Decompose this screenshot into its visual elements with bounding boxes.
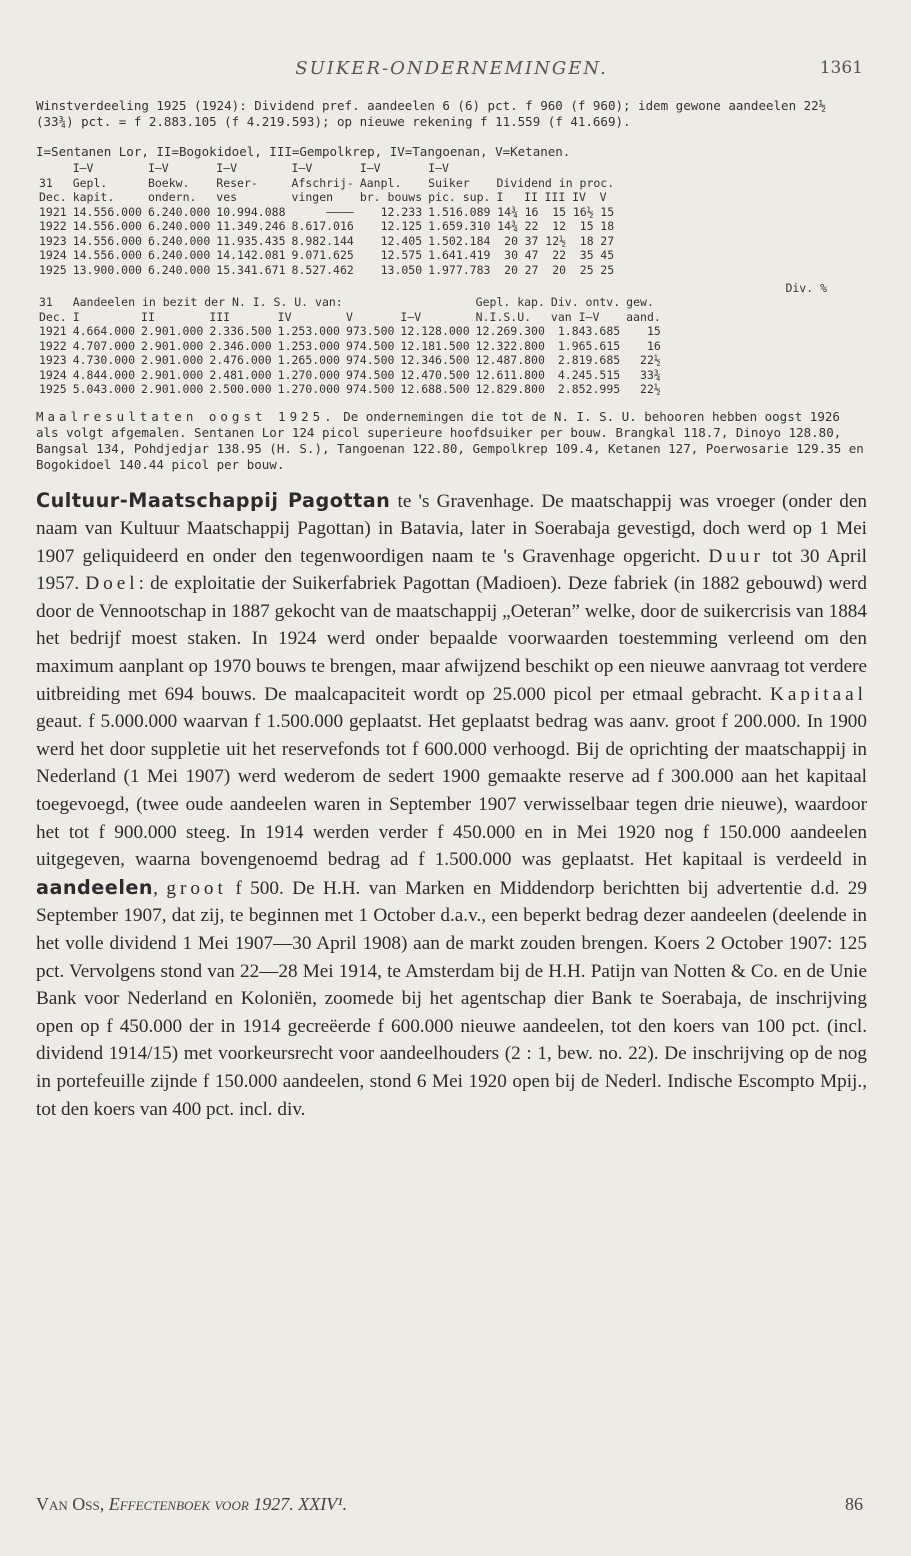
table-cell: 11.349.246: [216, 219, 286, 233]
table-cell: 25: [579, 262, 594, 277]
table-cell: 1.270.000: [277, 367, 340, 382]
table-header-row: [36, 190, 617, 205]
table-header-cell: I—V: [147, 161, 169, 175]
table-cell: 2.901.000: [141, 382, 204, 396]
table-cell: 11.935.435: [216, 233, 286, 248]
table-header-cell: III: [544, 190, 566, 204]
table-cell: 1923: [39, 233, 67, 248]
table-header-cell: [493, 161, 617, 176]
table-cell: 1924: [39, 248, 67, 262]
table-row: [36, 324, 664, 339]
table-row: [36, 368, 664, 383]
table-cell: 12.487.800: [475, 353, 545, 367]
table-cell: 4.730.000: [72, 353, 136, 367]
table-cell: 1.253.000: [277, 338, 340, 353]
table-cell: 18: [579, 233, 594, 248]
table-header-cell: van I—V: [550, 309, 600, 324]
table-header-cell: vingen: [291, 190, 334, 204]
table-header-row: [36, 176, 617, 191]
table-cell: 1922: [39, 338, 67, 353]
table-header-cell: Reser-: [216, 175, 258, 190]
table-header-cell: ves: [216, 190, 238, 204]
table-header-cell: I—V: [291, 161, 313, 175]
table-cell: 22½: [640, 353, 661, 367]
table-header-cell: Gepl. kap.: [475, 295, 545, 309]
table-cell: 12½: [545, 233, 567, 248]
table-cell: 1.270.000: [277, 382, 340, 396]
table-cell: 8.617.016: [291, 219, 354, 233]
table-cell: 15: [600, 204, 615, 219]
estate-legend-line: I=Sentanen Lor, II=Bogokidoel, III=Gempolkrep, IV=Tangoenan, V=Ketanen.: [36, 144, 571, 159]
table-cell: 9.071.625: [291, 248, 354, 262]
table-header-cell: [36, 161, 70, 176]
table-cell: 1.977.783: [428, 262, 491, 277]
table-cell: ————: [326, 204, 354, 219]
table-cell: 12.128.000: [400, 324, 470, 338]
table-header-cell: V: [599, 190, 607, 204]
table-cell: 14.142.081: [216, 248, 286, 262]
table-cell: 14.556.000: [72, 248, 142, 262]
table-header-cell: Div. ontv.: [550, 295, 621, 309]
table-header-row: [36, 310, 664, 325]
table-cell: 18: [600, 219, 615, 233]
table-header-cell: I: [496, 190, 504, 204]
table-cell: 6.240.000: [147, 248, 211, 262]
company-article-text: Cultuur-Maatschappij Pagottan te 's Gravenhage. De maatschappij was vroeger (onder den naam van Kultuur Maatschappij Pagottan) in Batavia, later in Soerabaja gevestigd, doch werd op 1 Mei 1907 geliquideerd en onder den tegenwoordigen naam te 's Gravenhage opgericht. Duur tot 30 April 1957. Doel: de exploitatie der Suikerfabriek Pagottan (Madioen). Deze fabriek (in 1882 gebouwd) werd door de Vennootschap in 1887 gekocht van de maatschappij „Oeteran” welke, door de suikercrisis van 1884 het bedrijf moest staken. In 1924 werd onder bepaalde voorwaarden toestemming verleend om den maximum aanplant op 1970 bouws te brengen, maar afwijzend beschikt op een nieuwe aanvraag tot verdere uitbreiding met 694 bouws. De maalcapaciteit wordt op 25.000 picol per etmaal gebracht. Kapitaal geaut. f 5.000.000 waarvan f 1.500.000 geplaatst. Het geplaatst bedrag was aanv. groot f 200.000. In 1900 werd het door suppletie uit het reservefonds tot f 600.000 verhoogd. Bij de oprichting der maatschappij in Nederland (1 Mei 1907) werd wederom de sedert 1900 gemaakte reserve ad f 300.000 aan het kapitaal toegevoegd, (twee oude aandeelen waren in September 1907 verwisselbaar tegen drie nieuwe), waardoor het tot f 900.000 steeg. In 1914 werden verder f 450.000 en in Mei 1920 nog f 150.000 aandeelen uitgegeven, waarna bovengenoemd bedrag ad f 1.500.000 was geplaatst. Het kapitaal is verdeeld in aandeelen, groot f 500. De H.H. van Marken en Middendorp berichtten bij advertentie d.d. 29 September 1907, dat zij, te beginnen met 1 October d.a.v., een beperkt bedrag dezer aandeelen (deelende in het volle dividend 1 Mei 1907—30 April 1908) aan de markt zouden brengen. Koers 2 October 1907: 125 pct. Vervolgens stond van 22—28 Mei 1914, te Amsterdam bij de H.H. Patijn van Notten & Co. en de Unie Bank voor Nederland en Koloniën, zoomede bij het agentschap dier Bank te Soerabaja, de inschrijving open op f 450.000 der in 1914 gecreëerde f 600.000 nieuwe aandeelen, tot den koers van 100 pct. (incl. dividend 1914/15) met voorkeursrecht voor aandeelhouders (2 : 1, bew. no. 22). De inschrijving op de nog in portefeuille zijnde f 150.000 aandeelen, stond 6 Mei 1920 open bij de Nederl. Indische Escompto Mpij., tot den koers van 400 pct. incl. div.: [36, 488, 868, 1120]
article-part-2: tot 30 April 1957.: [36, 545, 867, 595]
table-cell: 974.500: [345, 338, 395, 353]
page-footer: [36, 1494, 867, 1524]
table-cell: 8.982.144: [291, 233, 354, 248]
table-cell: 27: [524, 262, 539, 277]
table-cell: 22: [524, 219, 539, 233]
table-cell: 6.240.000: [147, 219, 211, 233]
table-cell: 12.125: [380, 219, 423, 233]
table-cell: 2.901.000: [141, 367, 204, 382]
table-cell: 33¾: [640, 367, 661, 382]
table-cell: 6.240.000: [147, 233, 211, 248]
div-pct-label: Div. %: [785, 281, 827, 295]
table-header-cell: 31: [39, 175, 53, 190]
table-cell: 12.181.500: [400, 338, 470, 353]
aandeelen-label: aandeelen: [36, 875, 154, 899]
table-header-cell: Afschrij-: [291, 175, 354, 190]
table-cell: 2.476.000: [209, 353, 272, 367]
kapitaal-label: Kapitaal: [770, 683, 867, 705]
table-cell: 12: [552, 219, 567, 233]
table-header-cell: aand.: [626, 309, 661, 324]
table-cell: 12.470.500: [400, 367, 470, 382]
table-header-cell: V: [345, 309, 353, 324]
table-cell: 6.240.000: [147, 262, 211, 277]
doel-label: Doel: [85, 573, 139, 595]
table-cell: 15.341.671: [216, 262, 286, 277]
table-cell: 1.502.184: [428, 233, 491, 248]
table-cell: 25: [600, 262, 615, 277]
financial-table: [36, 161, 617, 277]
footer-book-title: Effectenboek voor 1927. XXIV¹.: [108, 1494, 348, 1514]
table-row: [36, 382, 664, 397]
table-cell: 12.322.800: [475, 338, 545, 353]
table-cell: 1.516.089: [428, 204, 491, 219]
table-row: [36, 263, 617, 278]
table-cell: 1921: [39, 324, 67, 338]
table-header-cell: IV: [277, 309, 292, 324]
table-row: [36, 205, 617, 220]
table-row: [36, 353, 664, 368]
table-cell: 20: [504, 262, 519, 277]
article-part-5: f 500. De H.H. van Marken en Middendorp berichtten bij advertentie d.d. 29 September 1907, dat zij, te beginnen met 1 October d.a.v., een beperkt bedrag dezer aandeelen (deelende in het volle dividend 1 Mei 1907—30 April 1908) aan de markt zouden brengen. Koers 2 October 1907: 125 pct. Vervolgens stond van 22—28 Mei 1914, te Amsterdam bij de H.H. Patijn van Notten & Co. en de Unie Bank voor Nederland en Koloniën, zoomede bij het agentschap dier Bank te Soerabaja, de inschrijving open op f 450.000 der in 1914 gecreëerde f 600.000 nieuwe aandeelen, tot den koers van 100 pct. (incl. dividend 1914/15) met voorkeursrecht voor aandeelhouders (2 : 1, bew. no. 22). De inschrijving op de nog in portefeuille zijnde f 150.000 aandeelen, stond 6 Mei 1920 open bij de Nederl. Indische Escompto Mpij., tot den koers van 400 pct. incl. div.: [36, 877, 867, 1120]
table-cell: 1923: [39, 353, 67, 367]
table-cell: 27: [600, 233, 615, 248]
table-cell: 15: [579, 219, 594, 233]
table-cell: 1.265.000: [277, 353, 340, 367]
table-cell: 1.965.615: [557, 338, 621, 353]
duur-label: Duur: [708, 545, 764, 567]
table-cell: 1924: [39, 367, 67, 382]
table-header-cell: Dec.: [39, 190, 67, 204]
table-header-cell: 31: [39, 295, 53, 309]
table-header-cell: I—V: [359, 161, 381, 175]
table-header-cell: Aanpl.: [359, 175, 402, 190]
table-cell: 14¾: [497, 219, 519, 233]
table-cell: 4.844.000: [72, 367, 136, 382]
table-header-cell: II: [141, 309, 155, 324]
table-cell: 2.901.000: [141, 324, 204, 338]
table-cell: 12.233: [380, 204, 423, 219]
table-header-cell: I—V: [400, 309, 422, 324]
table-cell: 2.481.000: [209, 367, 272, 382]
milling-results-body: De ondernemingen die tot de N. I. S. U. behooren hebben oogst 1926 als volgt afgemalen. Sentanen Lor 124 picol superieure hoofdsuiker per bouw. Brangkal 118.7, Dinoyo 128.80, Bangsal 134, Pohdjedjar 138.95 (H. S.), Tangoenan 122.80, Gempolkrep 109.4, Ketanen 127, Poerwosarie 129.35 en Bogokidoel 140.44 picol per bouw.: [36, 408, 864, 472]
table-cell: 1.641.419: [428, 248, 491, 262]
milling-results-lead: Maalresultaten oogst 1925.: [36, 408, 336, 424]
table-cell: 14.556.000: [72, 204, 142, 219]
table-header-cell: Suiker: [428, 175, 470, 190]
table-cell: 10.994.088: [216, 204, 286, 219]
footer-author: Van Oss,: [36, 1494, 105, 1514]
groot-label: groot: [166, 877, 227, 899]
table-cell: 1925: [39, 382, 67, 396]
table-cell: 12.575: [380, 248, 423, 262]
table-cell: 974.500: [345, 382, 395, 396]
table-header-cell: II: [524, 190, 538, 204]
table-header-row: [36, 295, 664, 310]
table-cell: 1925: [39, 262, 67, 277]
table-header-cell: III: [209, 309, 231, 324]
article-part-3: : de exploitatie der Suikerfabriek Pagottan (Madioen). Deze fabriek (in 1882 gebouwd) werd door de Vennootschap in 1887 gekocht van de maatschappij „Oeteran” welke, door de suikercrisis van 1884 het bedrijf moest staken. In 1924 werd onder bepaalde voorwaarden toestemming verleend om den maximum aanplant op 1970 bouws te brengen, maar afwijzend beschikt op een nieuwe aanvraag tot verdere uitbreiding met 694 bouws. De maalcapaciteit wordt op 25.000 picol per etmaal gebracht.: [36, 573, 868, 705]
table-cell: 6.240.000: [147, 204, 211, 219]
profit-distribution: [36, 98, 867, 130]
table-header-cell: I—V: [216, 161, 238, 175]
table-cell: 14¾: [497, 204, 519, 219]
table-cell: 15: [646, 324, 661, 338]
table-cell: 12.405: [380, 233, 423, 248]
table-header-cell: I—V: [72, 161, 94, 175]
table-cell: 2.852.995: [557, 382, 621, 396]
table-cell: 12.688.500: [400, 382, 470, 396]
page-header: [36, 58, 867, 98]
table-cell: 2.819.685: [557, 353, 621, 367]
table-header-cell: Aandeelen in bezit der N. I. S. U. van:: [72, 295, 343, 309]
table-header-cell: I: [72, 309, 80, 324]
table-cell: 8.527.462: [291, 262, 354, 277]
page-number: 1361: [819, 58, 863, 78]
table-cell: 12.346.500: [400, 353, 470, 367]
table-cell: 13.050: [380, 262, 423, 277]
table-row: [36, 234, 617, 249]
table-cell: 22: [552, 248, 567, 262]
table-cell: 20: [504, 233, 519, 248]
company-name: Cultuur-Maatschappij Pagottan: [36, 488, 391, 512]
table-cell: 37: [524, 233, 539, 248]
table-cell: 13.900.000: [72, 262, 142, 277]
estate-legend: [36, 144, 867, 159]
table-cell: 22½: [640, 382, 661, 396]
company-article: [36, 487, 867, 1124]
table-cell: 2.500.000: [209, 382, 272, 396]
table-cell: 974.500: [345, 367, 395, 382]
table-cell: 1.843.685: [557, 324, 621, 338]
table-header-cell: N.I.S.U.: [475, 309, 532, 324]
table-cell: 2.901.000: [141, 338, 204, 353]
table-header-cell: Gepl.: [72, 175, 108, 190]
table-cell: 1922: [39, 219, 67, 233]
table-header-cell: kapit.: [72, 190, 115, 204]
table-subheader-row: [36, 161, 617, 176]
table-header-cell: br. bouws: [359, 190, 423, 204]
table-header-cell: Boekw.: [147, 175, 190, 190]
table-cell: 30: [504, 248, 519, 262]
table-cell: 4.664.000: [72, 324, 136, 338]
table-header-cell: pic. sup.: [428, 190, 491, 204]
table-header-cell: gew.: [626, 295, 654, 309]
table-cell: 45: [600, 248, 615, 262]
footer-sheet-number: 86: [845, 1494, 863, 1514]
running-title: SUIKER-ONDERNEMINGEN.: [295, 58, 608, 79]
shareholding-table: [36, 295, 664, 397]
table-header-cell: Dec.: [39, 309, 67, 324]
table-cell: 47: [524, 248, 539, 262]
table-cell: 1921: [39, 204, 67, 219]
table-row: [36, 248, 617, 263]
footer-source: [36, 1494, 347, 1515]
table-header-cell: Dividend in proc.: [496, 175, 615, 190]
table-cell: 1.659.310: [428, 219, 491, 233]
table-cell: 2.346.000: [209, 338, 272, 353]
table-header-cell: I—V: [428, 161, 449, 175]
table-row: [36, 219, 617, 234]
profit-distribution-text: Winstverdeeling 1925 (1924): Dividend pref. aandeelen 6 (6) pct. f 960 (f 960); idem gewone aandeelen 22½ (33¾) pct. = f 2.883.105 (f 4.219.593); op nieuwe rekening f 11.559 (f 41.669).: [36, 98, 827, 129]
table-cell: 16½: [572, 204, 594, 219]
table-header-cell: ondern.: [147, 190, 197, 204]
article-part-1: te 's Gravenhage. De maatschappij was vroeger (onder den naam van Kultuur Maatschappij Pagottan) in Batavia, later in Soerabaja gevestigd, doch werd op 1 Mei 1907 geliquideerd en onder den tegenwoordigen naam te 's Gravenhage opgericht.: [36, 490, 868, 567]
table-cell: 20: [552, 262, 567, 277]
table-cell: 973.500: [345, 324, 395, 338]
table-cell: 2.336.500: [209, 324, 272, 338]
table-cell: 35: [579, 248, 594, 262]
table-cell: 14.556.000: [72, 219, 142, 233]
table-header-cell: IV: [572, 190, 586, 204]
table-row: [36, 339, 664, 354]
table-cell: 4.707.000: [72, 338, 136, 353]
table-cell: 2.901.000: [141, 353, 204, 367]
milling-results: [36, 409, 867, 473]
table-cell: 14.556.000: [72, 233, 142, 248]
table-cell: 12.611.800: [475, 367, 545, 382]
article-part-4: geaut. f 5.000.000 waarvan f 1.500.000 geplaatst. Het geplaatst bedrag was aanv. groot f 200.000. In 1900 werd het door suppletie uit het reservefonds tot f 600.000 verhoogd. Bij de oprichting der maatschappij in Nederland (1 Mei 1907) werd wederom de sedert 1900 gemaakte reserve ad f 300.000 aan het kapitaal toegevoegd, (twee oude aandeelen waren in September 1907 verwisselbaar tegen drie nieuwe), waardoor het tot f 900.000 steeg. In 1914 werden verder f 450.000 en in Mei 1920 nog f 150.000 aandeelen uitgegeven, waarna bovengenoemd bedrag ad f 1.500.000 was geplaatst. Het kapitaal is verdeeld in: [36, 711, 867, 871]
table-cell: 15: [552, 204, 567, 219]
table-cell: 12.269.300: [475, 324, 545, 338]
table-cell: 5.043.000: [72, 382, 136, 396]
table-cell: 12.829.800: [475, 382, 545, 396]
table-cell: 16: [524, 204, 539, 219]
table-cell: 1.253.000: [277, 324, 340, 338]
table-cell: 16: [646, 338, 661, 353]
table-cell: 4.245.515: [557, 367, 621, 382]
milling-results-text: [36, 409, 867, 473]
table-cell: 974.500: [345, 353, 395, 367]
